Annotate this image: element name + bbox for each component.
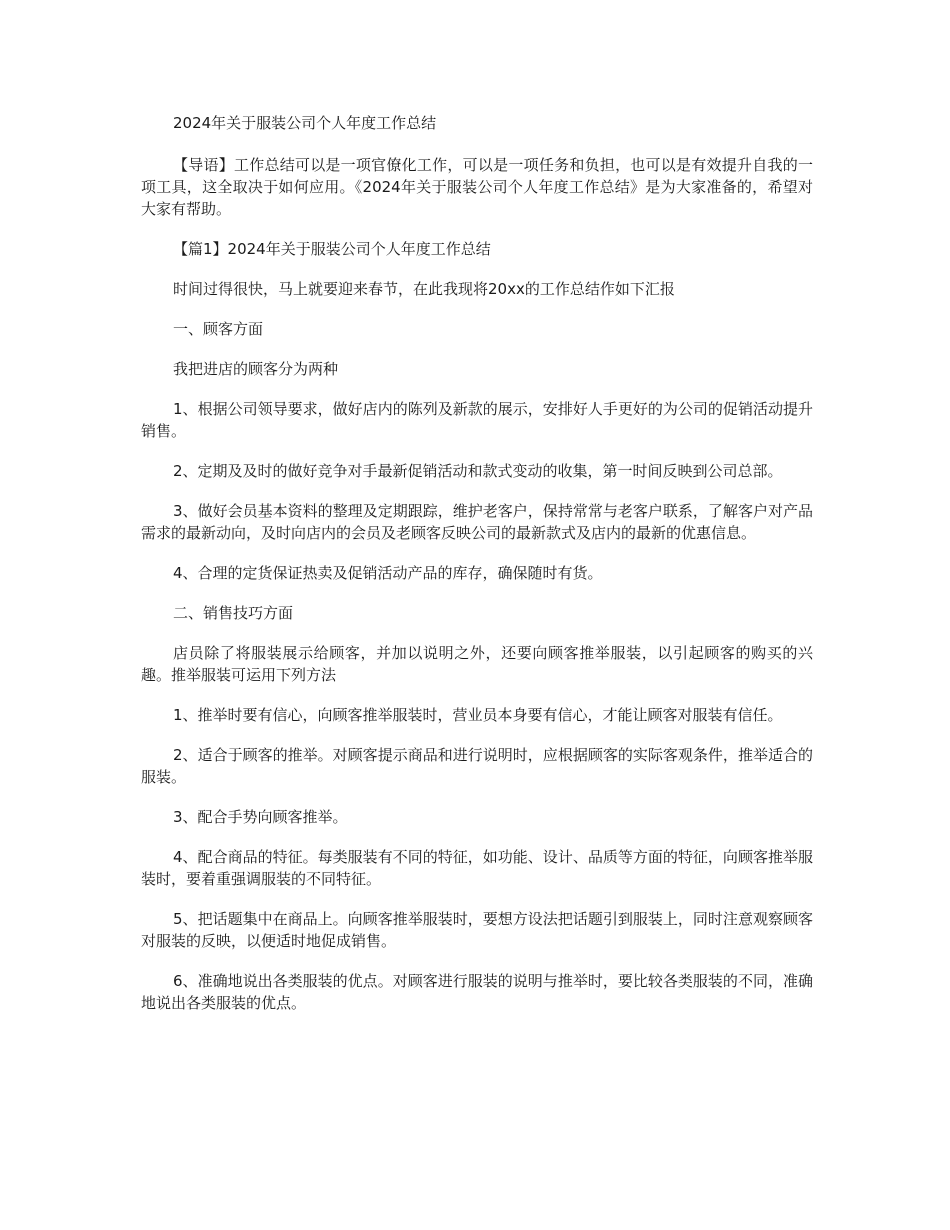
list-item: 1、推举时要有信心，向顾客推举服装时，营业员本身要有信心，才能让顾客对服装有信任。 xyxy=(173,706,783,724)
list-item: 4、配合商品的特征。每类服装有不同的特征，如功能、设计、品质等方面的特征，向顾客推举服装时，要着重强调服装的不同特征。 xyxy=(141,848,813,888)
document-title: 2024年关于服装公司个人年度工作总结 xyxy=(173,114,437,132)
body-paragraph: 时间过得很快，马上就要迎来春节，在此我现将20xx的工作总结作如下汇报 xyxy=(173,280,675,298)
section-heading: 【篇1】2024年关于服装公司个人年度工作总结 xyxy=(173,240,491,258)
list-item: 6、准确地说出各类服装的优点。对顾客进行服装的说明与推举时，要比较各类服装的不同，准确地说出各类服装的优点。 xyxy=(141,972,813,1012)
list-item: 3、做好会员基本资料的整理及定期跟踪，维护老客户，保持常常与老客户联系，了解客户对产品需求的最新动向，及时向店内的会员及老顾客反映公司的最新款式及店内的最新的优惠信息。 xyxy=(141,502,813,542)
list-item: 3、配合手势向顾客推举。 xyxy=(173,808,348,826)
list-item: 2、适合于顾客的推举。对顾客提示商品和进行说明时，应根据顾客的实际客观条件，推举适合的服装。 xyxy=(141,746,813,786)
intro-paragraph: 【导语】工作总结可以是一项官僚化工作，可以是一项任务和负担，也可以是有效提升自我的一项工具，这全取决于如何应用。《2024年关于服装公司个人年度工作总结》是为大家准备的，希望对大家有帮助。 xyxy=(141,156,813,218)
list-item: 1、根据公司领导要求，做好店内的陈列及新款的展示，安排好人手更好的为公司的促销活动提升销售。 xyxy=(141,400,813,440)
document-page xyxy=(141,112,813,1032)
list-item: 5、把话题集中在商品上。向顾客推举服装时，要想方设法把话题引到服装上，同时注意观察顾客对服装的反映，以便适时地促成销售。 xyxy=(141,910,813,950)
body-paragraph: 店员除了将服装展示给顾客，并加以说明之外，还要向顾客推举服装，以引起顾客的购买的兴趣。推举服装可运用下列方法 xyxy=(141,644,813,684)
list-item: 2、定期及及时的做好竞争对手最新促销活动和款式变动的收集，第一时间反映到公司总部。 xyxy=(173,462,783,480)
list-item: 4、合理的定货保证热卖及促销活动产品的库存，确保随时有货。 xyxy=(173,564,603,582)
body-paragraph: 我把进店的顾客分为两种 xyxy=(173,360,339,378)
section-heading: 一、顾客方面 xyxy=(173,320,264,338)
section-heading: 二、销售技巧方面 xyxy=(173,604,294,622)
